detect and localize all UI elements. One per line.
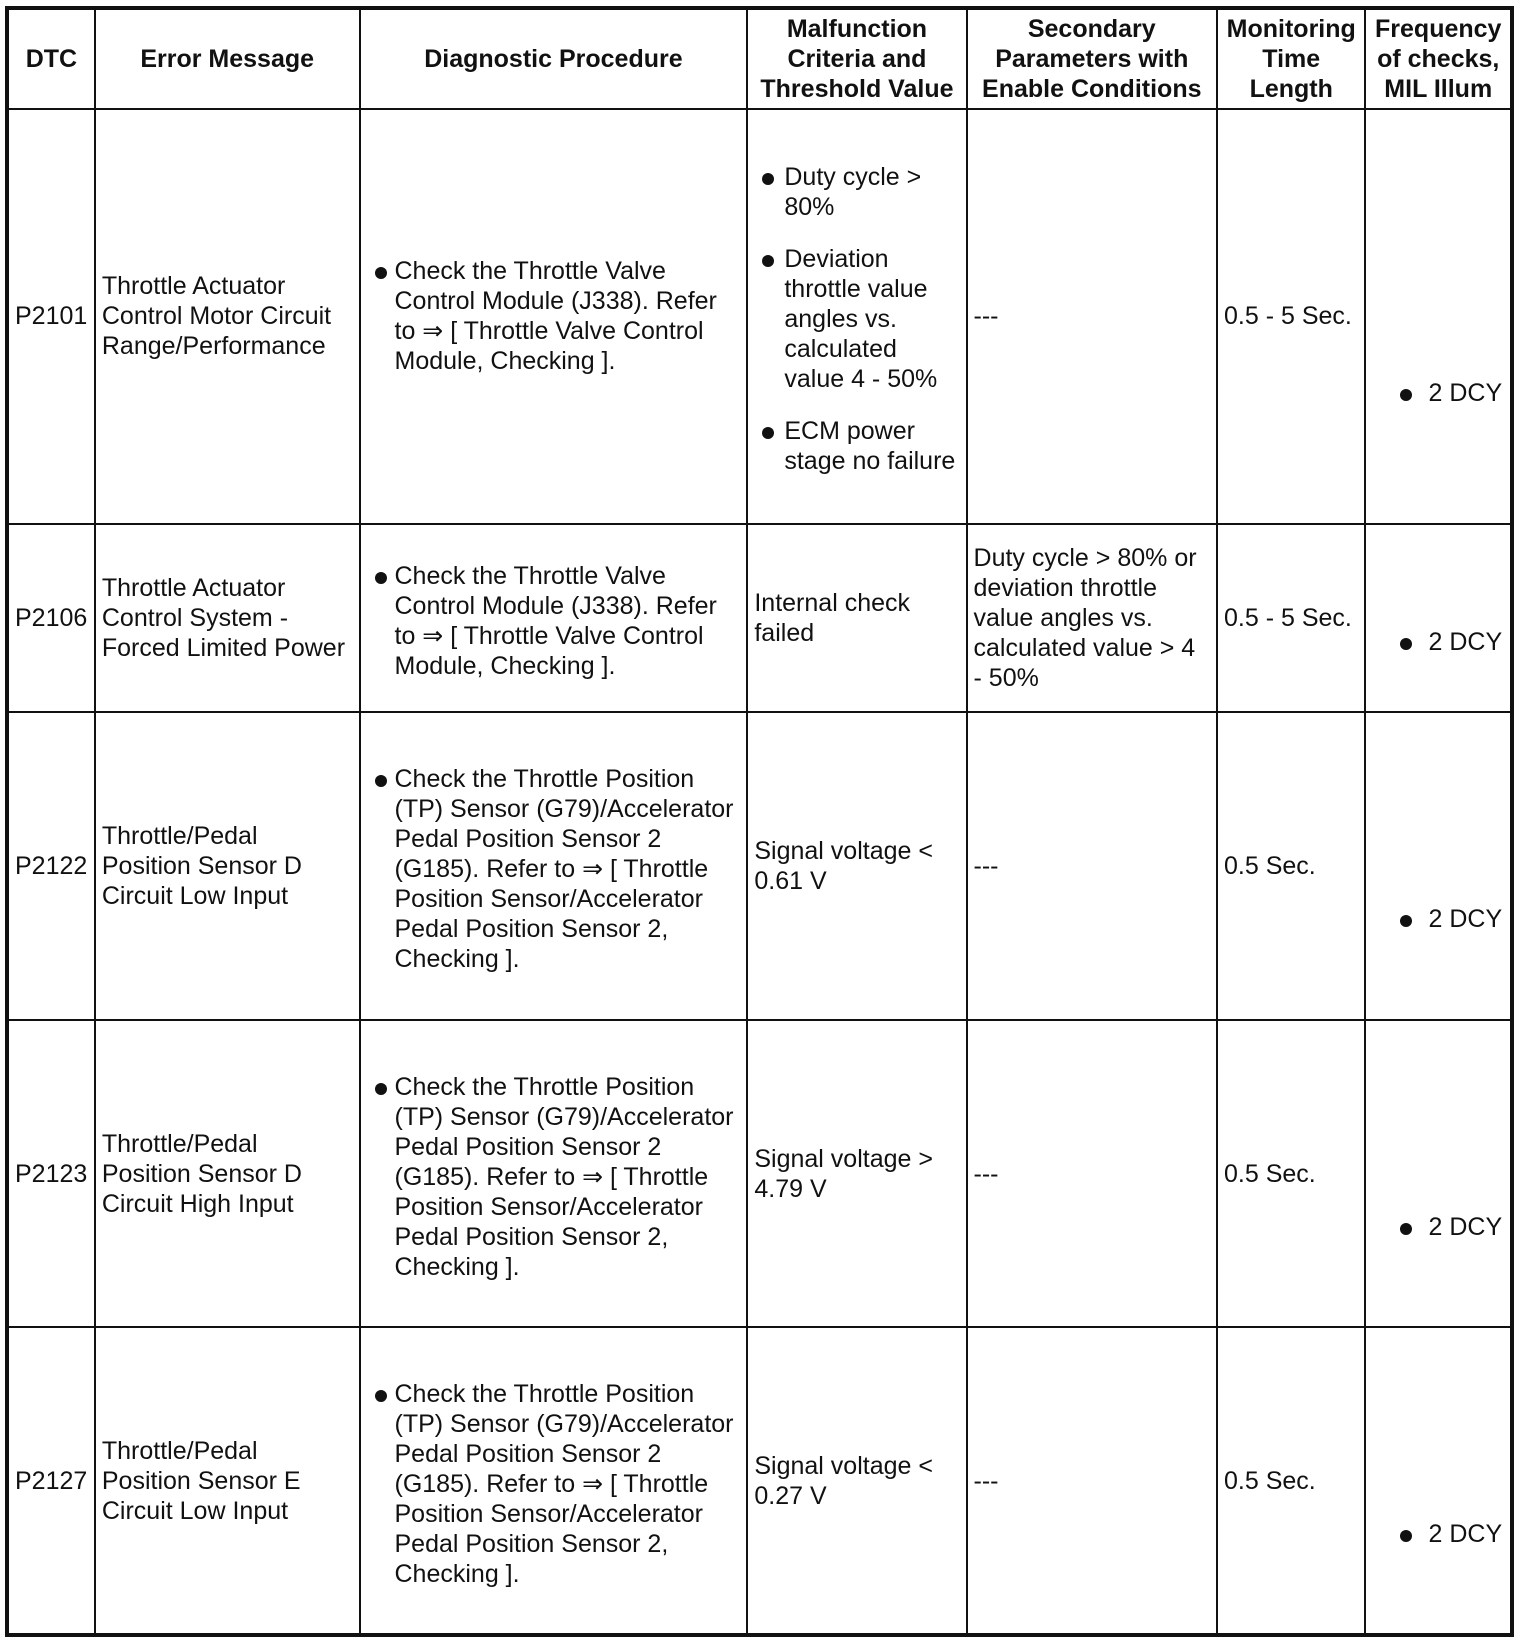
- monitoring-time: 0.5 Sec.: [1217, 712, 1365, 1020]
- header-row: [7, 8, 1512, 109]
- frequency-item: 2 DCY: [1388, 1519, 1504, 1549]
- table-row: [7, 712, 1512, 1020]
- table-row: [7, 1327, 1512, 1635]
- diagnostic-procedure: [360, 1327, 748, 1635]
- malfunction-criteria: Internal check failed: [747, 524, 966, 712]
- procedure-item: Check the Throttle Position (TP) Sensor (G79)/Accelerator Pedal Position Sensor 2 (G185). Refer to ⇒ [ Throttle Position Sensor/Accelerator Pedal Position Sensor 2, Checking ].: [367, 1379, 741, 1589]
- error-message: Throttle/Pedal Position Sensor E Circuit Low Input: [95, 1327, 360, 1635]
- frequency: [1365, 1327, 1512, 1635]
- secondary-parameters: Duty cycle > 80% or deviation throttle value angles vs. calculated value > 4 - 50%: [967, 524, 1217, 712]
- dtc-code: P2122: [7, 712, 95, 1020]
- error-message: Throttle Actuator Control System - Forced Limited Power: [95, 524, 360, 712]
- criteria-item: Duty cycle > 80%: [754, 162, 959, 222]
- procedure-item: Check the Throttle Valve Control Module (J338). Refer to ⇒ [ Throttle Valve Control Module, Checking ].: [367, 561, 741, 681]
- error-message: Throttle/Pedal Position Sensor D Circuit High Input: [95, 1020, 360, 1328]
- frequency-item: 2 DCY: [1388, 904, 1504, 934]
- dtc-code: P2123: [7, 1020, 95, 1328]
- secondary-parameters: ---: [967, 109, 1217, 524]
- error-message: Throttle/Pedal Position Sensor D Circuit Low Input: [95, 712, 360, 1020]
- dtc-table: [5, 6, 1514, 1637]
- header-secondary-parameters: Secondary Parameters with Enable Conditions: [967, 8, 1217, 109]
- monitoring-time: 0.5 Sec.: [1217, 1020, 1365, 1328]
- malfunction-criteria: Signal voltage < 0.61 V: [747, 712, 966, 1020]
- dtc-code: P2127: [7, 1327, 95, 1635]
- table-row: [7, 109, 1512, 524]
- header-dtc: DTC: [7, 8, 95, 109]
- secondary-parameters: ---: [967, 1020, 1217, 1328]
- header-malfunction-criteria: Malfunction Criteria and Threshold Value: [747, 8, 966, 109]
- procedure-item: Check the Throttle Valve Control Module (J338). Refer to ⇒ [ Throttle Valve Control Module, Checking ].: [367, 256, 741, 376]
- frequency: [1365, 712, 1512, 1020]
- dtc-code: P2106: [7, 524, 95, 712]
- error-message: Throttle Actuator Control Motor Circuit Range/Performance: [95, 109, 360, 524]
- criteria-item: Deviation throttle value angles vs. calculated value 4 - 50%: [754, 244, 959, 394]
- header-frequency: Frequency of checks, MIL Illum: [1365, 8, 1512, 109]
- procedure-item: Check the Throttle Position (TP) Sensor (G79)/Accelerator Pedal Position Sensor 2 (G185). Refer to ⇒ [ Throttle Position Sensor/Accelerator Pedal Position Sensor 2, Checking ].: [367, 764, 741, 974]
- dtc-code: P2101: [7, 109, 95, 524]
- header-error-message: Error Message: [95, 8, 360, 109]
- malfunction-criteria: Signal voltage > 4.79 V: [747, 1020, 966, 1328]
- monitoring-time: 0.5 - 5 Sec.: [1217, 524, 1365, 712]
- frequency-item: 2 DCY: [1388, 1212, 1504, 1242]
- malfunction-criteria: Signal voltage < 0.27 V: [747, 1327, 966, 1635]
- frequency: [1365, 524, 1512, 712]
- procedure-item: Check the Throttle Position (TP) Sensor (G79)/Accelerator Pedal Position Sensor 2 (G185). Refer to ⇒ [ Throttle Position Sensor/Accelerator Pedal Position Sensor 2, Checking ].: [367, 1072, 741, 1282]
- frequency-item: 2 DCY: [1388, 627, 1504, 657]
- monitoring-time: 0.5 Sec.: [1217, 1327, 1365, 1635]
- header-diagnostic-procedure: Diagnostic Procedure: [360, 8, 748, 109]
- frequency: [1365, 109, 1512, 524]
- table-row: [7, 524, 1512, 712]
- secondary-parameters: ---: [967, 1327, 1217, 1635]
- frequency: [1365, 1020, 1512, 1328]
- criteria-item: ECM power stage no failure: [754, 416, 959, 476]
- table-row: [7, 1020, 1512, 1328]
- monitoring-time: 0.5 - 5 Sec.: [1217, 109, 1365, 524]
- malfunction-criteria: [747, 109, 966, 524]
- header-monitoring-time: Monitoring Time Length: [1217, 8, 1365, 109]
- diagnostic-procedure: [360, 1020, 748, 1328]
- frequency-item: 2 DCY: [1388, 378, 1504, 408]
- secondary-parameters: ---: [967, 712, 1217, 1020]
- diagnostic-procedure: [360, 109, 748, 524]
- diagnostic-procedure: [360, 712, 748, 1020]
- diagnostic-procedure: [360, 524, 748, 712]
